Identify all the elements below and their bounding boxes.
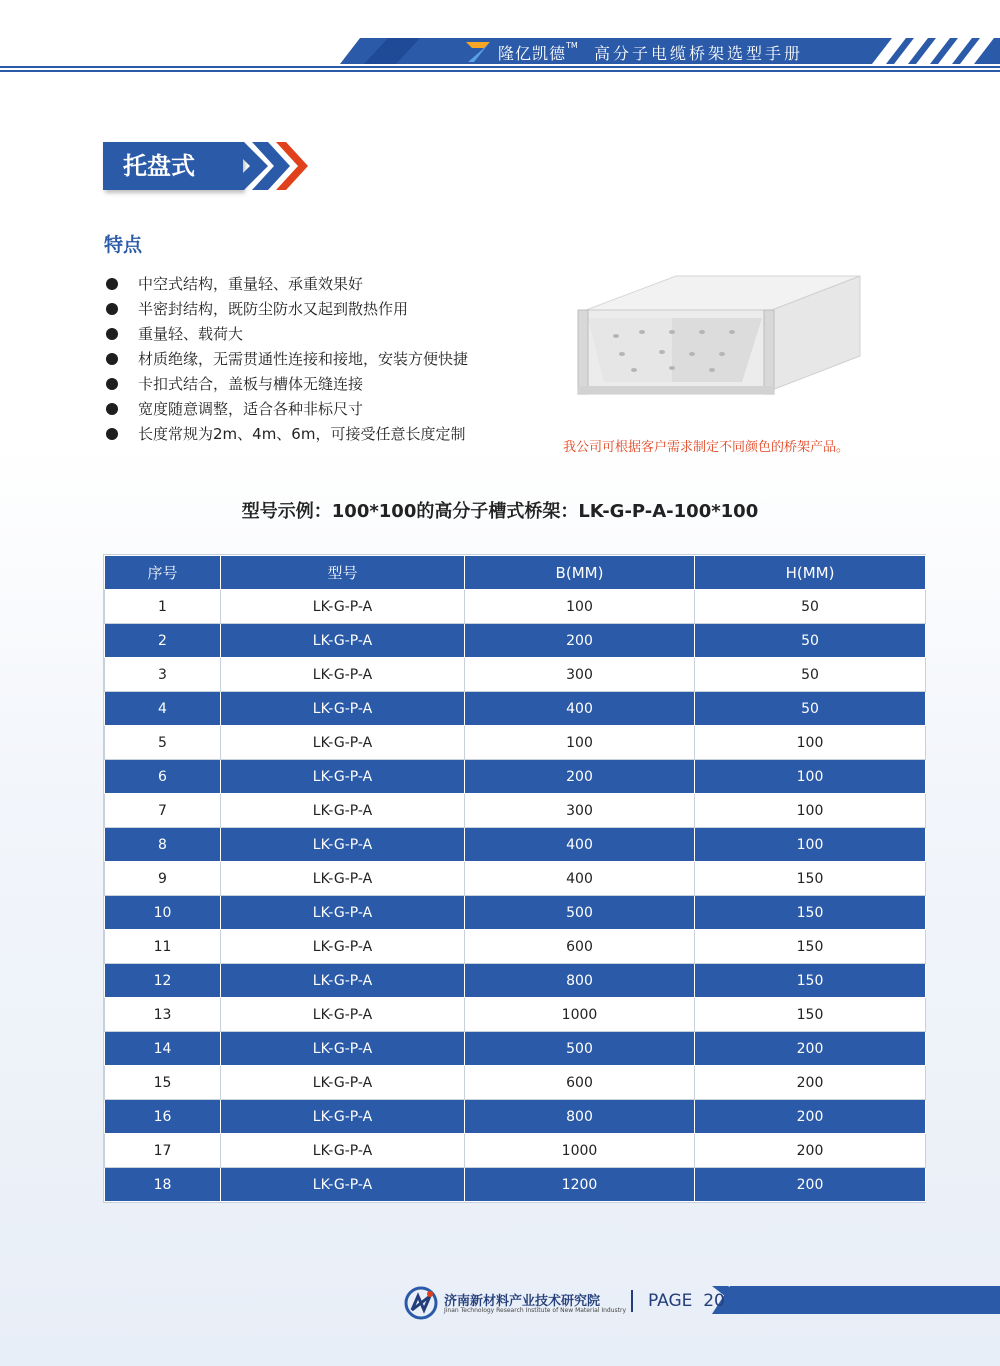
table-cell: 12 xyxy=(105,964,221,998)
header-title xyxy=(498,41,803,64)
table-cell: 400 xyxy=(465,828,695,862)
table-cell: LK-G-P-A xyxy=(221,658,465,692)
bullet-dot-icon xyxy=(106,403,118,415)
table-cell: 50 xyxy=(695,692,926,726)
footer-org-en: Jinan Technology Research Institute of New Material Industry xyxy=(444,1307,627,1314)
table-cell: 1200 xyxy=(465,1168,695,1202)
table-cell: 500 xyxy=(465,1032,695,1066)
table-row xyxy=(105,590,926,624)
bullet-dot-icon xyxy=(106,353,118,365)
footer-page xyxy=(648,1291,725,1311)
table-row xyxy=(105,862,926,896)
bullet-dot-icon xyxy=(106,428,118,440)
table-row xyxy=(105,760,926,794)
institute-logo-icon xyxy=(404,1286,438,1320)
table-row xyxy=(105,828,926,862)
table-cell: 600 xyxy=(465,1066,695,1100)
table-cell: 10 xyxy=(105,896,221,930)
table-cell: LK-G-P-A xyxy=(221,998,465,1032)
column-header: 序号 xyxy=(105,556,221,590)
table-cell: 50 xyxy=(695,658,926,692)
page-label: PAGE xyxy=(648,1291,693,1311)
table-cell: 9 xyxy=(105,862,221,896)
feature-item xyxy=(106,372,468,397)
table-row xyxy=(105,692,926,726)
table-cell: LK-G-P-A xyxy=(221,862,465,896)
table-cell: 500 xyxy=(465,896,695,930)
table-header-row xyxy=(105,556,926,590)
table-cell: 7 xyxy=(105,794,221,828)
table-cell: LK-G-P-A xyxy=(221,624,465,658)
table-row xyxy=(105,624,926,658)
header-subtitle: 高分子电缆桥架选型手册 xyxy=(593,44,803,63)
table-cell: 2 xyxy=(105,624,221,658)
table-cell: LK-G-P-A xyxy=(221,828,465,862)
table-cell: LK-G-P-A xyxy=(221,1032,465,1066)
feature-text: 半密封结构，既防尘防水又起到散热作用 xyxy=(138,300,409,318)
table-cell: 600 xyxy=(465,930,695,964)
table-row xyxy=(105,1066,926,1100)
table-cell: 200 xyxy=(465,624,695,658)
example-title: 型号示例：100*100的高分子槽式桥架：LK-G-P-A-100*100 xyxy=(241,501,759,522)
column-header: H(MM) xyxy=(695,556,926,590)
footer-separator xyxy=(631,1290,633,1312)
table-cell: 200 xyxy=(695,1134,926,1168)
bullet-dot-icon xyxy=(106,278,118,290)
product-note: 我公司可根据客户需求制定不同颜色的桥架产品。 xyxy=(563,440,850,455)
table-cell: 8 xyxy=(105,828,221,862)
feature-text: 重量轻、载荷大 xyxy=(138,325,244,343)
table-cell: 200 xyxy=(695,1066,926,1100)
features-list xyxy=(106,272,468,447)
table-cell: 150 xyxy=(695,896,926,930)
table-cell: LK-G-P-A xyxy=(221,930,465,964)
table-cell: LK-G-P-A xyxy=(221,1100,465,1134)
table-cell: 100 xyxy=(695,828,926,862)
feature-text: 材质绝缘，无需贯通性连接和接地，安装方便快捷 xyxy=(138,350,469,368)
table-cell: 15 xyxy=(105,1066,221,1100)
footer-org-cn: 济南新材料产业技术研究院 xyxy=(444,1294,601,1309)
feature-item xyxy=(106,397,468,422)
table-cell: 400 xyxy=(465,692,695,726)
table-cell: 11 xyxy=(105,930,221,964)
chevron-arrows-icon xyxy=(226,142,308,190)
table-row xyxy=(105,998,926,1032)
bullet-dot-icon xyxy=(106,328,118,340)
feature-text: 卡扣式结合，盖板与槽体无缝连接 xyxy=(138,375,364,393)
table-cell: 800 xyxy=(465,964,695,998)
table-cell: 1 xyxy=(105,590,221,624)
table-cell: 200 xyxy=(695,1032,926,1066)
table-cell: 100 xyxy=(695,760,926,794)
table-cell: 150 xyxy=(695,964,926,998)
table-cell: 5 xyxy=(105,726,221,760)
table-row xyxy=(105,726,926,760)
table-cell: 150 xyxy=(695,998,926,1032)
table-cell: 150 xyxy=(695,930,926,964)
column-header: B(MM) xyxy=(465,556,695,590)
table-cell: 300 xyxy=(465,658,695,692)
table-cell: 100 xyxy=(695,726,926,760)
table-row xyxy=(105,1168,926,1202)
features-title: 特点 xyxy=(104,234,143,256)
table-cell: LK-G-P-A xyxy=(221,896,465,930)
table-row xyxy=(105,930,926,964)
table-cell: 50 xyxy=(695,590,926,624)
table-cell: 13 xyxy=(105,998,221,1032)
table-cell: 100 xyxy=(695,794,926,828)
feature-text: 长度常规为2m、4m、6m，可接受任意长度定制 xyxy=(138,425,466,443)
bullet-dot-icon xyxy=(106,378,118,390)
table-cell: LK-G-P-A xyxy=(221,760,465,794)
feature-item xyxy=(106,322,468,347)
feature-text: 宽度随意调整，适合各种非标尺寸 xyxy=(138,400,364,418)
feature-item xyxy=(106,347,468,372)
header-banner xyxy=(0,0,1000,80)
section-title-tab: 托盘式 xyxy=(103,142,243,190)
page-number: 20 xyxy=(703,1291,725,1311)
feature-item xyxy=(106,272,468,297)
table-cell: 1000 xyxy=(465,998,695,1032)
table-cell: LK-G-P-A xyxy=(221,1134,465,1168)
table-cell: 100 xyxy=(465,726,695,760)
column-header: 型号 xyxy=(221,556,465,590)
table-cell: 400 xyxy=(465,862,695,896)
table-cell: 14 xyxy=(105,1032,221,1066)
table-cell: 17 xyxy=(105,1134,221,1168)
table-row xyxy=(105,1134,926,1168)
table-cell: 3 xyxy=(105,658,221,692)
bullet-dot-icon xyxy=(106,303,118,315)
table-cell: 150 xyxy=(695,862,926,896)
table-cell: 800 xyxy=(465,1100,695,1134)
table-cell: 200 xyxy=(465,760,695,794)
table-row xyxy=(105,1100,926,1134)
table-cell: LK-G-P-A xyxy=(221,692,465,726)
brand-logo-icon xyxy=(464,40,492,62)
table-cell: 4 xyxy=(105,692,221,726)
table-cell: 18 xyxy=(105,1168,221,1202)
table-cell: LK-G-P-A xyxy=(221,590,465,624)
table-cell: LK-G-P-A xyxy=(221,1066,465,1100)
table-cell: LK-G-P-A xyxy=(221,726,465,760)
table-row xyxy=(105,964,926,998)
table-cell: 200 xyxy=(695,1168,926,1202)
table-cell: 16 xyxy=(105,1100,221,1134)
table-row xyxy=(105,794,926,828)
spec-table xyxy=(104,555,925,1202)
product-photo xyxy=(572,272,862,402)
table-cell: 50 xyxy=(695,624,926,658)
table-row xyxy=(105,1032,926,1066)
header-tm: TM xyxy=(566,41,578,50)
table-cell: 200 xyxy=(695,1100,926,1134)
table-cell: LK-G-P-A xyxy=(221,1168,465,1202)
table-cell: 6 xyxy=(105,760,221,794)
table-cell: 1000 xyxy=(465,1134,695,1168)
table-row xyxy=(105,658,926,692)
table-cell: 300 xyxy=(465,794,695,828)
table-cell: LK-G-P-A xyxy=(221,794,465,828)
table-row xyxy=(105,896,926,930)
feature-text: 中空式结构，重量轻、承重效果好 xyxy=(138,275,364,293)
feature-item xyxy=(106,297,468,322)
header-brand: 隆亿凯德 xyxy=(498,44,567,63)
table-cell: LK-G-P-A xyxy=(221,964,465,998)
feature-item xyxy=(106,422,468,447)
table-cell: 100 xyxy=(465,590,695,624)
